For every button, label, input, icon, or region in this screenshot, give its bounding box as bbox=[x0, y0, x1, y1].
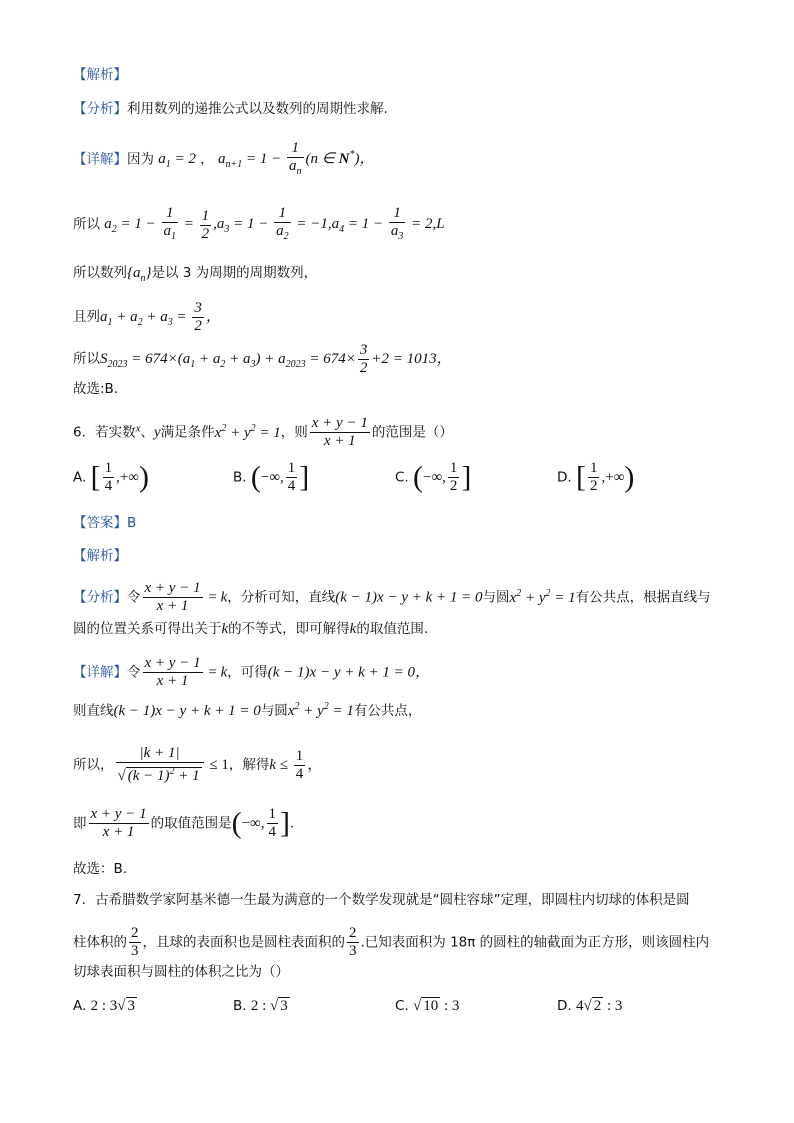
xiangjie-2-expr: $\frac{x + y - 1}{x + 1}$ bbox=[144, 655, 201, 689]
suoyi-line-1 bbox=[73, 205, 445, 245]
xiangjie-line-2: 【详解】令 $\frac{x + y - 1}{x + 1}$ = k，可得(k − 1)x − y + k + 1 = 0， bbox=[73, 655, 431, 689]
xiangjie-2-line-eq: (k − 1)x − y + k + 1 = 0， bbox=[267, 664, 431, 681]
q6-sep-b: 满足条件 bbox=[160, 424, 215, 441]
q7-l2c: .已知表面积为 18π 的圆柱的轴截面为正方形，则该圆柱内 bbox=[360, 934, 710, 951]
q6-option-b-label: B. bbox=[233, 469, 247, 486]
jiexi-heading-2: 【解析】 bbox=[73, 548, 127, 564]
zeizhixian-line: 则直线(k − 1)x − y + k + 1 = 0与圆$x^2 + y^2 = 1$有公共点， bbox=[73, 701, 422, 719]
suoyi-line-2 bbox=[73, 342, 452, 377]
formula-terms: $a_2 = 1$ − $\frac{1}{a_1}$ = $\frac{1}{2}$ $,a_3 = 1$ − $\frac{1}{a_2}$ = $-1,a_4 = 1$ − $\frac{1}{a_3}$ = 2,L bbox=[104, 205, 445, 242]
fenxi-tag-2: 【分析】 bbox=[73, 589, 127, 606]
q7-line-2: 柱体积的 $\frac{2}{3}$ ，且球的表面积也是圆柱表面积的 $\frac{2}{3}$ .已知表面积为 18π 的圆柱的轴截面为正方形，则该圆柱内 bbox=[73, 925, 710, 959]
zeizhixian-a: 则直线 bbox=[73, 703, 114, 719]
fenxi-2-a: 令 bbox=[127, 589, 141, 606]
q7-option-a[interactable]: A. 2 : 3√ 3 bbox=[73, 998, 135, 1014]
q7-l2b: ，且球的表面积也是圆柱表面积的 bbox=[142, 934, 345, 951]
guxuan-1: 故选:B. bbox=[73, 381, 119, 397]
fenxi-2-expr: $\frac{x + y - 1}{x + 1}$ bbox=[144, 580, 201, 614]
q7-option-c[interactable]: C. √ 10 : 3 bbox=[395, 998, 460, 1014]
xiangjie-tag: 【详解】 bbox=[73, 151, 127, 168]
qielie-text: 且列 bbox=[73, 308, 100, 325]
q6-var-y: y bbox=[153, 424, 161, 441]
q7-option-c-label: C. bbox=[395, 998, 409, 1014]
q6-option-a-label: A. bbox=[73, 469, 87, 486]
fenxi-text: 利用数列的递推公式以及数列的周期性求解. bbox=[127, 101, 388, 117]
xiangjie-tag-2: 【详解】 bbox=[73, 664, 127, 681]
q7-option-b-label: B. bbox=[233, 998, 247, 1014]
xiangjie-text: 因为 bbox=[127, 151, 154, 168]
q7-option-a-label: A. bbox=[73, 998, 87, 1014]
formula-s2023: $S_{2023} = 674\times(a_1 + a_2 + a_3) + a_{2023} = 674\times$ $\frac{3}{2}$ +2 = 1013， bbox=[100, 342, 452, 376]
q6-option-d-label: D. bbox=[557, 469, 572, 486]
q6-option-d[interactable]: D. [ $\frac{1}{2}$ ,+∞) bbox=[557, 460, 635, 494]
qielie-line bbox=[73, 300, 221, 335]
q6-sep-d: 的范围是（） bbox=[371, 424, 453, 441]
zhouqi-line bbox=[73, 263, 317, 289]
fenxi-line-1 bbox=[73, 99, 388, 119]
fenxi-line-2b: 圆的位置关系可得出关于k的不等式，即可解得k的取值范围. bbox=[73, 621, 429, 637]
fenxi-2-line2a: 圆的位置关系可得出关于 bbox=[73, 621, 222, 637]
fenxi-2-c: 与圆 bbox=[482, 589, 510, 606]
fenxi-line-2: 【分析】令 $\frac{x + y - 1}{x + 1}$ = k，分析可知，直线(k − 1)x − y + k + 1 = 0与圆$x^2 + y^2 = 1$有公共点，根据直线与 bbox=[73, 580, 711, 614]
zeizhixian-b: 与圆 bbox=[260, 703, 288, 719]
suoyi-line-3: 所以， $\frac{|k + 1|}{√ (k - 1)^2 + 1}$ ≤ 1，解得k ≤ $\frac{1}{4}$ ， bbox=[73, 745, 323, 784]
fenxi-2-b: ，分析可知，直线 bbox=[227, 589, 336, 606]
fenxi-2-line2c: 的取值范围. bbox=[356, 621, 429, 637]
q7-option-d-label: D. bbox=[557, 998, 572, 1014]
fenxi-2-d: 有公共点，根据直线与 bbox=[575, 589, 711, 606]
jiexi-heading-1: 【解析】 bbox=[73, 67, 127, 83]
guxuan-2: 故选：B. bbox=[73, 861, 128, 877]
q7-option-d[interactable]: D. 4√ 2 : 3 bbox=[557, 998, 623, 1014]
ji-b: 的取值范围是 bbox=[150, 815, 232, 832]
q6-option-c[interactable]: C. (−∞, $\frac{1}{2}$ ] bbox=[395, 460, 472, 494]
suoyi-3-b: ，解得 bbox=[228, 757, 270, 773]
q6-option-c-label: C. bbox=[395, 469, 409, 486]
xiangjie-sep: ， bbox=[200, 151, 214, 168]
q6-option-b[interactable]: B. (−∞, $\frac{1}{4}$ ] bbox=[233, 460, 310, 494]
xiangjie-2-b: ，可得 bbox=[227, 664, 268, 681]
suoyi-3-a: 所以， bbox=[73, 757, 114, 773]
formula-a1: $a_1 = 2$ bbox=[158, 151, 196, 171]
q6-option-a[interactable]: A. [ $\frac{1}{4}$ ,+∞) bbox=[73, 460, 149, 494]
xiangjie-line-1 bbox=[73, 140, 374, 180]
q7-line-1: 7．古希腊数学家阿基米德一生最为满意的一个数学发现就是“圆柱容球”定理，即圆柱内切球的体积是圆 bbox=[73, 892, 690, 908]
q7-line-3: 切球表面积与圆柱的体积之比为（） bbox=[73, 964, 289, 980]
suoyi-text-2: 所以 bbox=[73, 350, 100, 367]
q6-sep-c: ，则 bbox=[280, 424, 308, 441]
fenxi-2-line2b: 的不等式，即可解得 bbox=[228, 621, 350, 637]
q6-sep-a: 、 bbox=[140, 424, 154, 441]
zhouqi-post: 是以 3 为周期的周期数列， bbox=[151, 265, 318, 281]
formula-recurrence: $a_{n+1} = 1$ − $\frac{1}{a_n}$ (n ∈ N*)， bbox=[218, 140, 375, 177]
fenxi-2-line-eq: (k − 1)x − y + k + 1 = 0 bbox=[335, 589, 483, 606]
q6-expr: $\frac{x + y - 1}{x + 1}$ bbox=[311, 415, 368, 449]
zhouqi-pre: 所以数列 bbox=[73, 265, 127, 281]
fenxi-2-circle: $x^2 + y^2 = 1$ bbox=[509, 587, 576, 606]
q7-option-b[interactable]: B. 2 : √ 3 bbox=[233, 998, 288, 1014]
xiangjie-2-a: 令 bbox=[127, 664, 141, 681]
ji-line: 即 $\frac{x + y - 1}{x + 1}$ 的取值范围是(−∞, $\frac{1}{4}$ ]. bbox=[73, 806, 294, 840]
question-6 bbox=[73, 415, 453, 450]
q6-circle: $x^2 + y^2 = 1$ bbox=[214, 422, 281, 441]
formula-seq: $\{a_n\}$ bbox=[127, 265, 152, 284]
q6-prefix: 6．若实数 bbox=[73, 424, 136, 441]
fenxi-tag: 【分析】 bbox=[73, 101, 127, 117]
formula-sum3: $a_1 + a_2 + a_3$ = $\frac{3}{2}$ ， bbox=[100, 300, 221, 334]
q7-l2a: 柱体积的 bbox=[73, 934, 127, 951]
distance-formula: $\frac{|k + 1|}{√ (k - 1)^2 + 1}$ bbox=[116, 745, 204, 785]
suoyi-text-1: 所以 bbox=[73, 216, 100, 233]
ji-a: 即 bbox=[73, 815, 87, 832]
q6-var-x: x bbox=[135, 422, 141, 435]
zeizhixian-c: 有公共点， bbox=[353, 703, 422, 719]
answer-6: 【答案】B bbox=[73, 515, 137, 531]
